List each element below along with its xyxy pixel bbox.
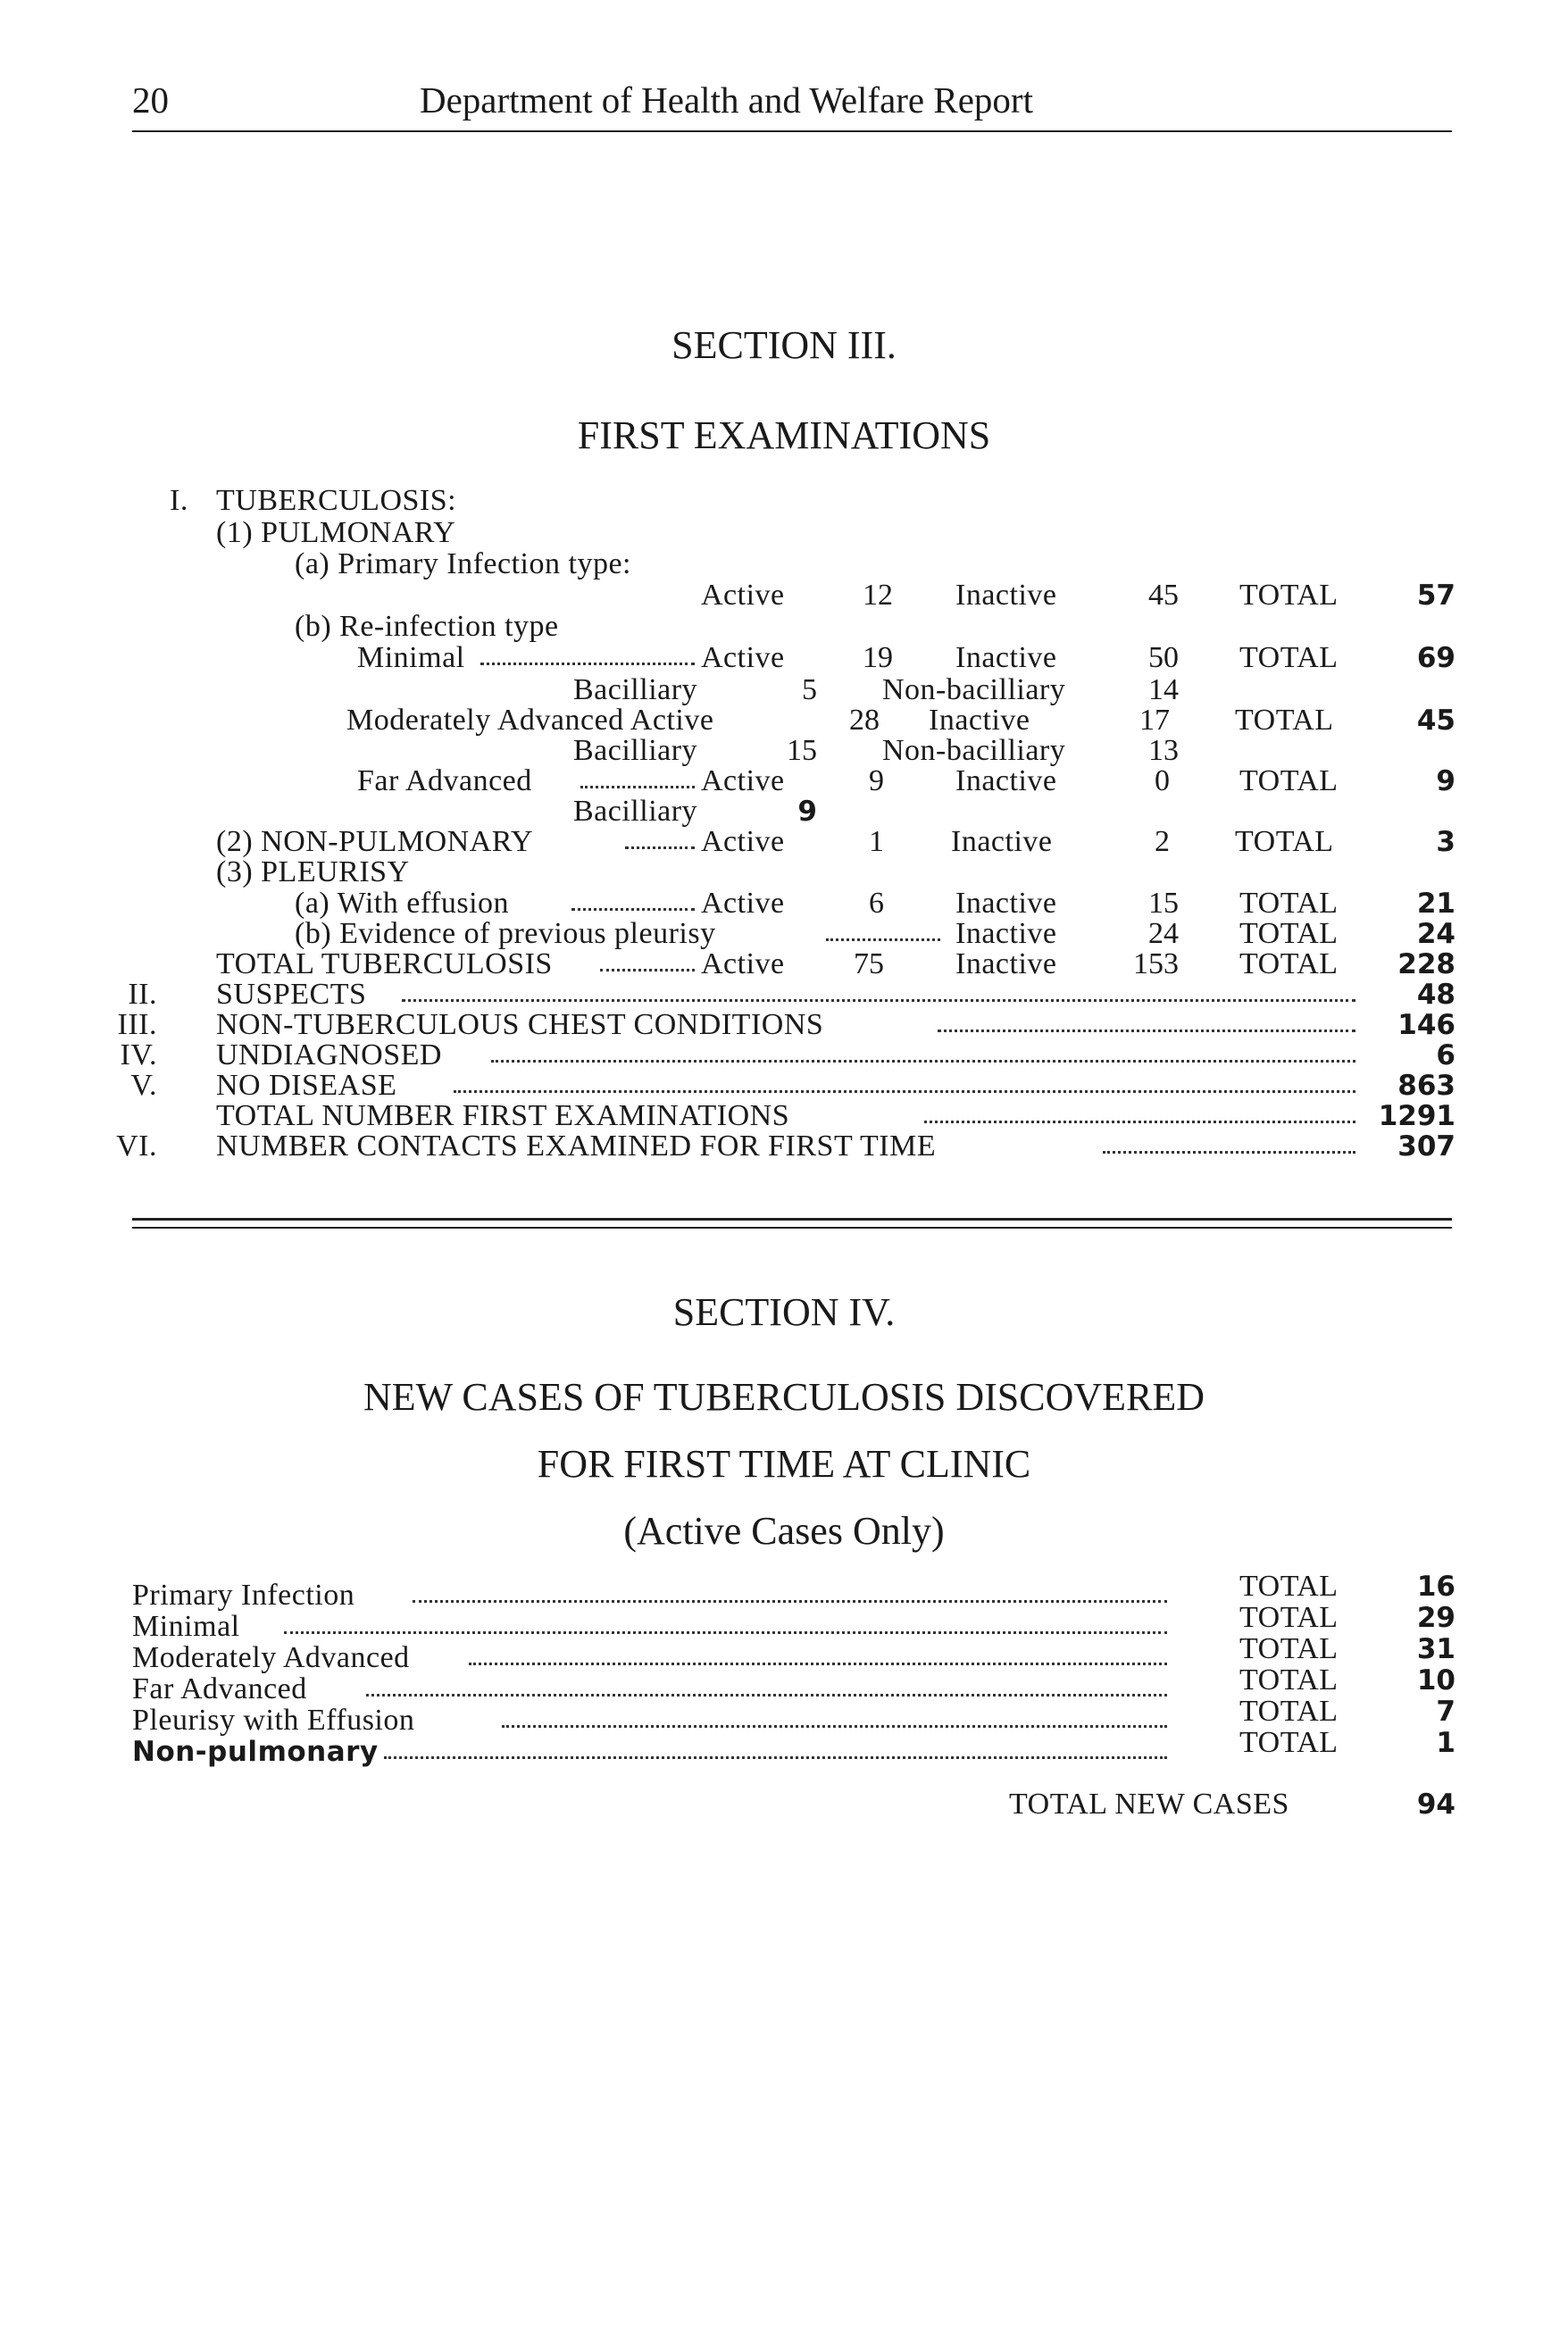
summary-label: TOTAL NUMBER FIRST EXAMINATIONS xyxy=(216,1099,790,1132)
effusion-inactive: 15 xyxy=(1148,887,1179,920)
total-tb-inactive-label: Inactive xyxy=(955,947,1057,980)
moderately-bacilliary: 15 xyxy=(787,734,817,767)
summary-label: NUMBER CONTACTS EXAMINED FOR FIRST TIME xyxy=(216,1130,937,1163)
far-inactive: 0 xyxy=(1155,764,1170,797)
primary-active-label: Active xyxy=(701,579,785,612)
primary-total-label: TOTAL xyxy=(1239,579,1339,612)
page-number: 20 xyxy=(132,79,169,121)
nonpulmonary-label: (2) NON-PULMONARY xyxy=(216,825,534,858)
moderately-nonbacilliary: 13 xyxy=(1148,734,1179,767)
moderately-inactive-label: Inactive xyxy=(929,704,1030,737)
far-active: 9 xyxy=(869,764,884,797)
new-case-label: Non-pulmonary xyxy=(132,1736,379,1768)
new-case-value: 10 xyxy=(1416,1664,1455,1697)
moderately-active: 28 xyxy=(849,704,880,737)
nonpulmonary-leader xyxy=(625,846,695,849)
new-case-leader xyxy=(384,1756,1167,1759)
far-bacilliary: 9 xyxy=(797,796,817,828)
new-case-total-label: TOTAL xyxy=(1239,1726,1339,1759)
effusion-label: (a) With effusion xyxy=(295,887,510,920)
total-tb-label: TOTAL TUBERCULOSIS xyxy=(216,947,553,980)
primary-inactive: 45 xyxy=(1148,579,1179,612)
summary-leader xyxy=(924,1121,1355,1123)
minimal-bacilliary-label: Bacilliary xyxy=(573,673,698,706)
total-tb-inactive: 153 xyxy=(1133,947,1179,980)
nonpulmonary-active: 1 xyxy=(869,825,884,858)
summary-value: 6 xyxy=(1436,1039,1455,1071)
minimal-total-label: TOTAL xyxy=(1239,641,1339,674)
far-total-label: TOTAL xyxy=(1239,764,1339,797)
new-case-leader xyxy=(502,1725,1167,1728)
primary-total: 57 xyxy=(1416,579,1455,612)
previous-total-label: TOTAL xyxy=(1239,917,1339,950)
new-case-leader xyxy=(469,1663,1167,1665)
previous-total: 24 xyxy=(1416,918,1455,950)
far-label: Far Advanced xyxy=(357,764,532,797)
section4-title-line2: FOR FIRST TIME AT CLINIC xyxy=(537,1442,1031,1486)
tuberculosis-label: TUBERCULOSIS: xyxy=(216,484,457,517)
previous-pleurisy-label: (b) Evidence of previous pleurisy xyxy=(295,917,716,950)
roman-I: I. xyxy=(170,484,188,517)
moderately-nonbacilliary-label: Non-bacilliary xyxy=(882,734,1066,767)
summary-value: 863 xyxy=(1397,1070,1455,1102)
total-new-cases: 94 xyxy=(1416,1788,1455,1821)
new-case-label: Primary Infection xyxy=(132,1579,355,1612)
primary-active: 12 xyxy=(863,579,893,612)
section-divider-bottom xyxy=(132,1227,1452,1229)
summary-value: 146 xyxy=(1397,1009,1455,1041)
minimal-label: Minimal xyxy=(357,641,465,674)
new-case-label: Minimal xyxy=(132,1610,240,1643)
new-case-label: Moderately Advanced xyxy=(132,1641,410,1674)
nonpulmonary-inactive-label: Inactive xyxy=(951,825,1053,858)
summary-label: NON-TUBERCULOUS CHEST CONDITIONS xyxy=(216,1008,824,1041)
effusion-leader xyxy=(571,908,695,911)
new-case-value: 31 xyxy=(1416,1633,1455,1665)
moderately-total-label: TOTAL xyxy=(1235,704,1334,737)
summary-value: 307 xyxy=(1397,1130,1455,1163)
pleurisy-label: (3) PLEURISY xyxy=(216,855,410,888)
far-inactive-label: Inactive xyxy=(955,764,1057,797)
new-case-label: Pleurisy with Effusion xyxy=(132,1704,415,1737)
moderately-label: Moderately Advanced Active xyxy=(346,704,714,737)
primary-infection-label: (a) Primary Infection type: xyxy=(295,547,631,580)
far-bacilliary-label: Bacilliary xyxy=(573,795,698,828)
minimal-leader xyxy=(480,663,695,665)
running-title: Department of Health and Welfare Report xyxy=(420,79,1033,121)
section4-title-line1: NEW CASES OF TUBERCULOSIS DISCOVERED xyxy=(363,1375,1205,1419)
new-case-total-label: TOTAL xyxy=(1239,1663,1339,1697)
reinfection-label: (b) Re-infection type xyxy=(295,610,559,643)
section4-heading: SECTION IV. xyxy=(672,1290,896,1334)
new-case-total-label: TOTAL xyxy=(1239,1570,1339,1603)
new-case-total-label: TOTAL xyxy=(1239,1695,1339,1728)
summary-roman: IV. xyxy=(120,1038,157,1071)
new-case-label: Far Advanced xyxy=(132,1672,307,1705)
summary-value: 48 xyxy=(1416,979,1455,1011)
summary-roman: V. xyxy=(130,1069,157,1102)
total-new-cases-label: TOTAL NEW CASES xyxy=(1009,1788,1289,1821)
total-tb-leader xyxy=(600,969,695,971)
section3-heading: SECTION III. xyxy=(671,323,897,367)
primary-inactive-label: Inactive xyxy=(955,579,1057,612)
summary-leader xyxy=(402,999,1355,1002)
previous-inactive-label: Inactive xyxy=(955,917,1057,950)
minimal-total: 69 xyxy=(1416,642,1455,674)
new-case-leader xyxy=(366,1694,1167,1697)
minimal-active: 19 xyxy=(863,641,893,674)
minimal-active-label: Active xyxy=(701,641,785,674)
nonpulmonary-active-label: Active xyxy=(701,825,785,858)
new-case-total-label: TOTAL xyxy=(1239,1601,1339,1634)
new-case-value: 29 xyxy=(1416,1602,1455,1634)
effusion-active: 6 xyxy=(869,887,884,920)
nonpulmonary-inactive: 2 xyxy=(1155,825,1170,858)
minimal-inactive: 50 xyxy=(1148,641,1179,674)
summary-leader xyxy=(938,1030,1355,1032)
section4-subtitle: (Active Cases Only) xyxy=(623,1509,945,1553)
moderately-inactive: 17 xyxy=(1139,704,1170,737)
header-rule xyxy=(132,130,1452,132)
total-tb-active: 75 xyxy=(854,947,884,980)
moderately-total: 45 xyxy=(1416,704,1455,737)
pulmonary-label: (1) PULMONARY xyxy=(216,516,456,549)
summary-roman: II. xyxy=(128,978,157,1011)
total-tb-total: 228 xyxy=(1397,948,1455,980)
section3-title: FIRST EXAMINATIONS xyxy=(577,413,991,457)
minimal-inactive-label: Inactive xyxy=(955,641,1057,674)
section-divider-top xyxy=(132,1218,1452,1221)
new-case-total-label: TOTAL xyxy=(1239,1632,1339,1665)
new-case-value: 1 xyxy=(1436,1727,1455,1759)
summary-leader xyxy=(1103,1151,1355,1154)
total-tb-total-label: TOTAL xyxy=(1239,947,1339,980)
previous-inactive: 24 xyxy=(1148,917,1179,950)
new-case-value: 7 xyxy=(1436,1696,1455,1728)
effusion-active-label: Active xyxy=(701,887,785,920)
minimal-nonbacilliary: 14 xyxy=(1148,673,1179,706)
summary-value: 1291 xyxy=(1378,1100,1455,1132)
summary-label: SUSPECTS xyxy=(216,978,367,1011)
summary-leader xyxy=(491,1060,1355,1063)
moderately-bacilliary-label: Bacilliary xyxy=(573,734,698,767)
summary-leader xyxy=(454,1090,1355,1093)
minimal-bacilliary: 5 xyxy=(802,673,817,706)
far-active-label: Active xyxy=(701,764,785,797)
effusion-total-label: TOTAL xyxy=(1239,887,1339,920)
new-case-leader xyxy=(413,1600,1167,1603)
summary-label: NO DISEASE xyxy=(216,1069,397,1102)
summary-roman: VI. xyxy=(116,1130,157,1163)
new-case-leader xyxy=(284,1631,1167,1634)
nonpulmonary-total-label: TOTAL xyxy=(1235,825,1334,858)
effusion-inactive-label: Inactive xyxy=(955,887,1057,920)
previous-leader xyxy=(826,938,940,941)
summary-label: UNDIAGNOSED xyxy=(216,1038,442,1071)
effusion-total: 21 xyxy=(1416,888,1455,920)
far-leader xyxy=(580,786,695,788)
minimal-nonbacilliary-label: Non-bacilliary xyxy=(882,673,1066,706)
total-tb-active-label: Active xyxy=(701,947,785,980)
far-total: 9 xyxy=(1436,765,1455,797)
new-case-value: 16 xyxy=(1416,1571,1455,1603)
summary-roman: III. xyxy=(117,1008,157,1041)
nonpulmonary-total: 3 xyxy=(1436,826,1455,858)
